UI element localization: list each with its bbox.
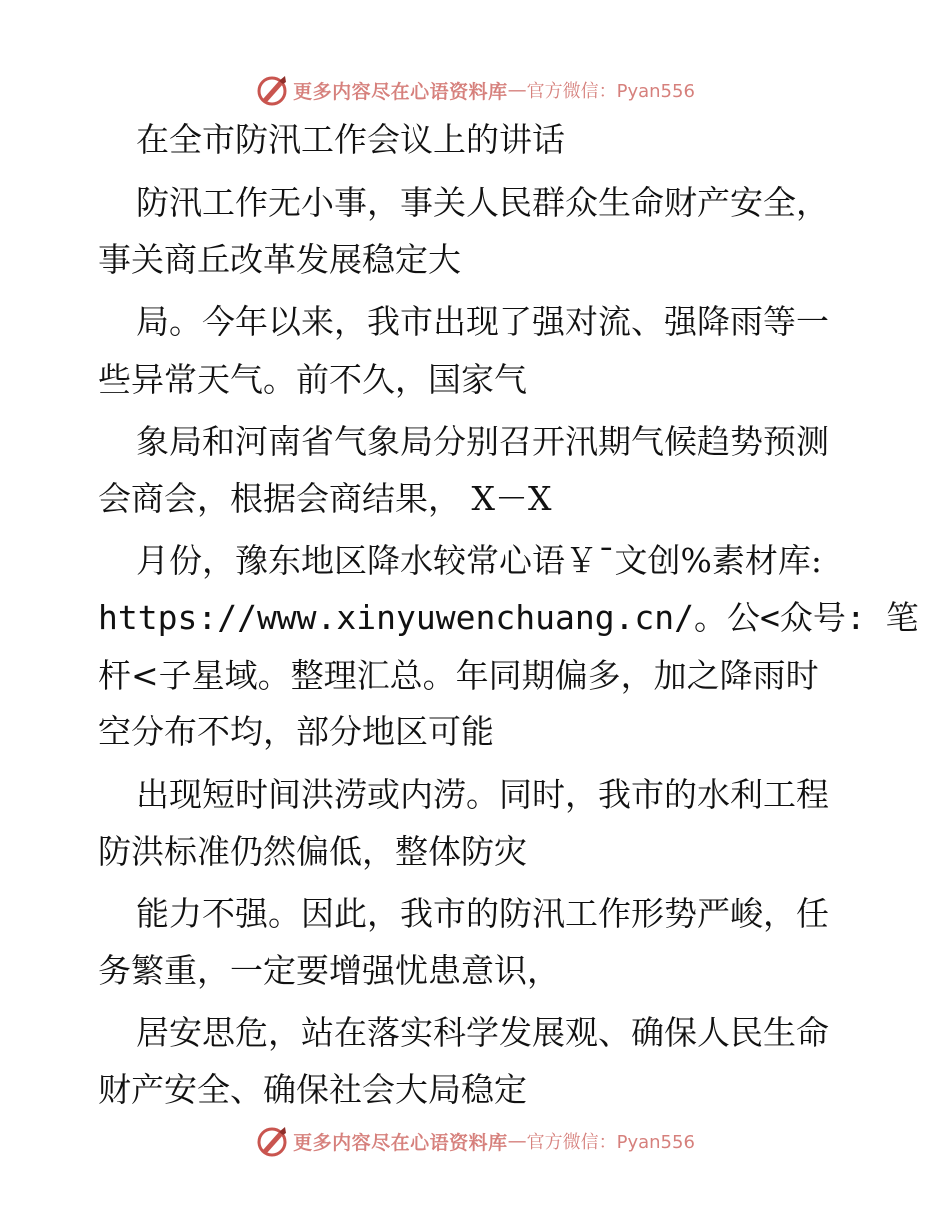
banner-wechat-text: 官方微信：Pyan556 bbox=[526, 81, 695, 102]
text-line: 居安思危，站在落实科学发展观、确保人民生命 bbox=[136, 1013, 829, 1052]
text-line: 空分布不均，部分地区可能 bbox=[98, 712, 494, 751]
text-line: 象局和河南省气象局分别召开汛期气候趋势预测 bbox=[136, 422, 829, 461]
brush-logo-icon bbox=[255, 1124, 289, 1158]
banner-separator: — bbox=[507, 1130, 527, 1152]
text-line-url: https://www.xinyuwenchuang.cn/。公<众号: 笔 bbox=[98, 598, 919, 637]
banner-wechat-text: 官方微信：Pyan556 bbox=[526, 1132, 695, 1153]
header-banner bbox=[0, 70, 950, 110]
text-line: 会商会，根据会商结果， X－X bbox=[98, 479, 552, 518]
text-line: 杆<子星域。整理汇总。年同期偏多，加之降雨时 bbox=[98, 656, 819, 695]
text-line: 月份，豫东地区降水较常心语￥¯文创%素材库: bbox=[136, 541, 822, 580]
text-line: 财产安全、确保社会大局稳定 bbox=[98, 1070, 527, 1109]
text-line: 出现短时间洪涝或内涝。同时，我市的水利工程 bbox=[136, 775, 829, 814]
brush-logo-icon bbox=[255, 73, 289, 107]
text-line: 能力不强。因此，我市的防汛工作形势严峻，任 bbox=[136, 894, 829, 933]
text-line: 些异常天气。前不久，国家气 bbox=[98, 360, 527, 399]
text-line: 防汛工作无小事，事关人民群众生命财产安全， bbox=[136, 183, 829, 222]
banner-brand-text: 更多内容尽在心语资料库 bbox=[293, 1131, 508, 1154]
text-line: 务繁重，一定要增强忧患意识， bbox=[98, 951, 560, 990]
text-line: 局。今年以来，我市出现了强对流、强降雨等一 bbox=[136, 302, 829, 341]
banner-separator: — bbox=[507, 79, 527, 101]
text-line: 防洪标准仍然偏低，整体防灾 bbox=[98, 832, 527, 871]
document-title: 在全市防汛工作会议上的讲话 bbox=[136, 120, 565, 159]
banner-brand-text: 更多内容尽在心语资料库 bbox=[293, 80, 508, 103]
text-line: 事关商丘改革发展稳定大 bbox=[98, 240, 461, 279]
footer-banner bbox=[0, 1121, 950, 1161]
